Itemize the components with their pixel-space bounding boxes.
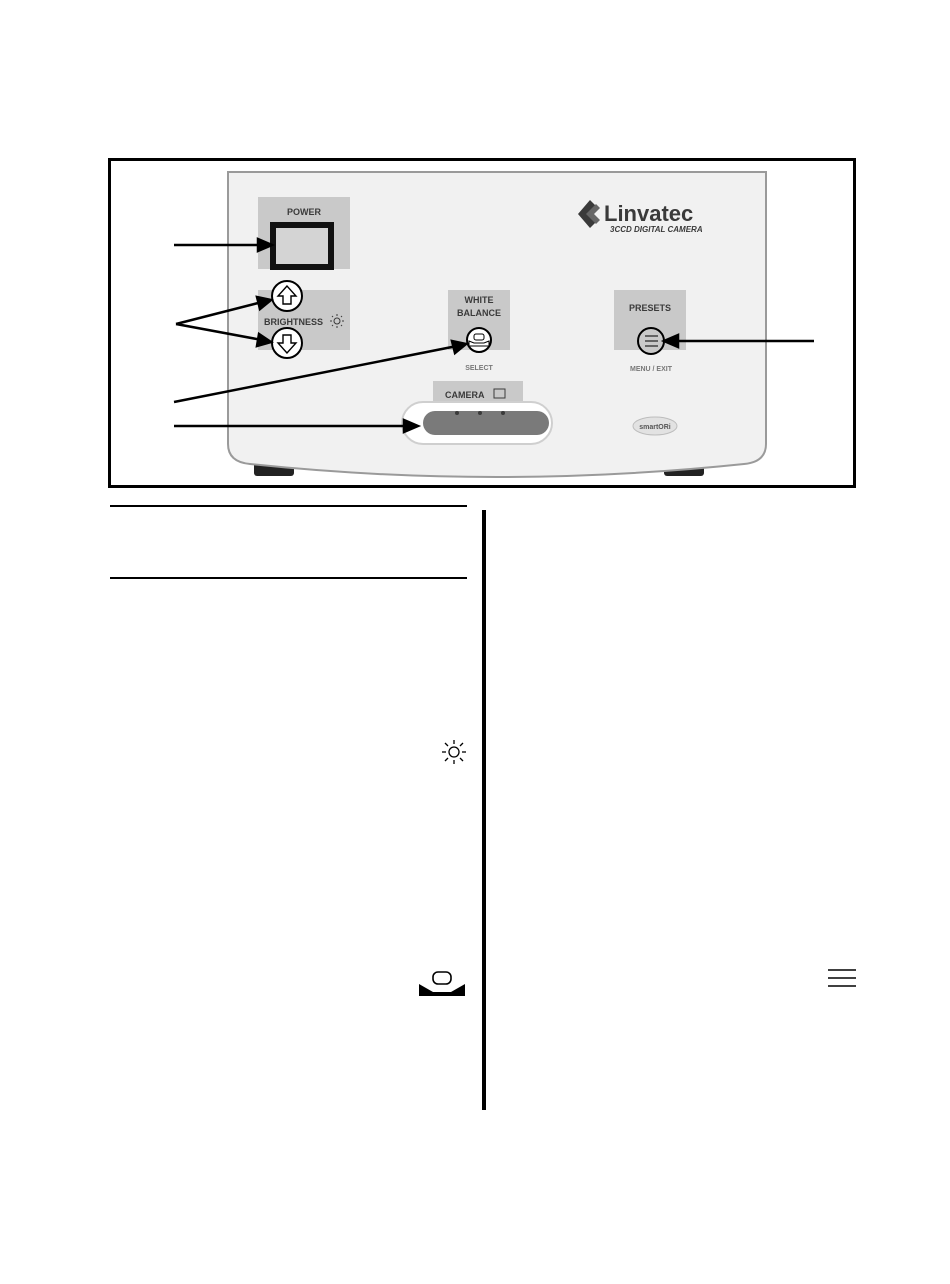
table-header-rule xyxy=(110,577,467,579)
camera-connector[interactable] xyxy=(423,411,549,435)
white-balance-label-line2: BALANCE xyxy=(457,308,501,318)
white-balance-label-line1: WHITE xyxy=(464,295,494,305)
power-button-face xyxy=(276,228,328,264)
brand-name: Linvatec xyxy=(604,201,694,226)
brand-subtitle: 3CCD DIGITAL CAMERA xyxy=(610,225,703,234)
presets-menu-exit-label: MENU / EXIT xyxy=(629,366,673,373)
presets-label: PRESETS xyxy=(628,303,672,313)
white-balance-button[interactable] xyxy=(467,328,491,352)
presets-button[interactable] xyxy=(638,328,664,354)
column-divider xyxy=(482,510,486,1110)
power-label: POWER xyxy=(286,207,322,217)
sun-icon xyxy=(440,738,468,766)
brightness-down-button[interactable] xyxy=(272,328,302,358)
camera-label: CAMERA xyxy=(445,390,485,400)
menu-lines-icon xyxy=(826,967,858,991)
white-balance-icon xyxy=(418,970,466,998)
brightness-label: BRIGHTNESS xyxy=(264,317,324,327)
white-balance-select-label: SELECT xyxy=(465,365,493,372)
table-top-rule xyxy=(110,505,467,507)
smartori-badge-label: smartORi xyxy=(639,424,671,431)
brightness-up-button[interactable] xyxy=(272,281,302,311)
